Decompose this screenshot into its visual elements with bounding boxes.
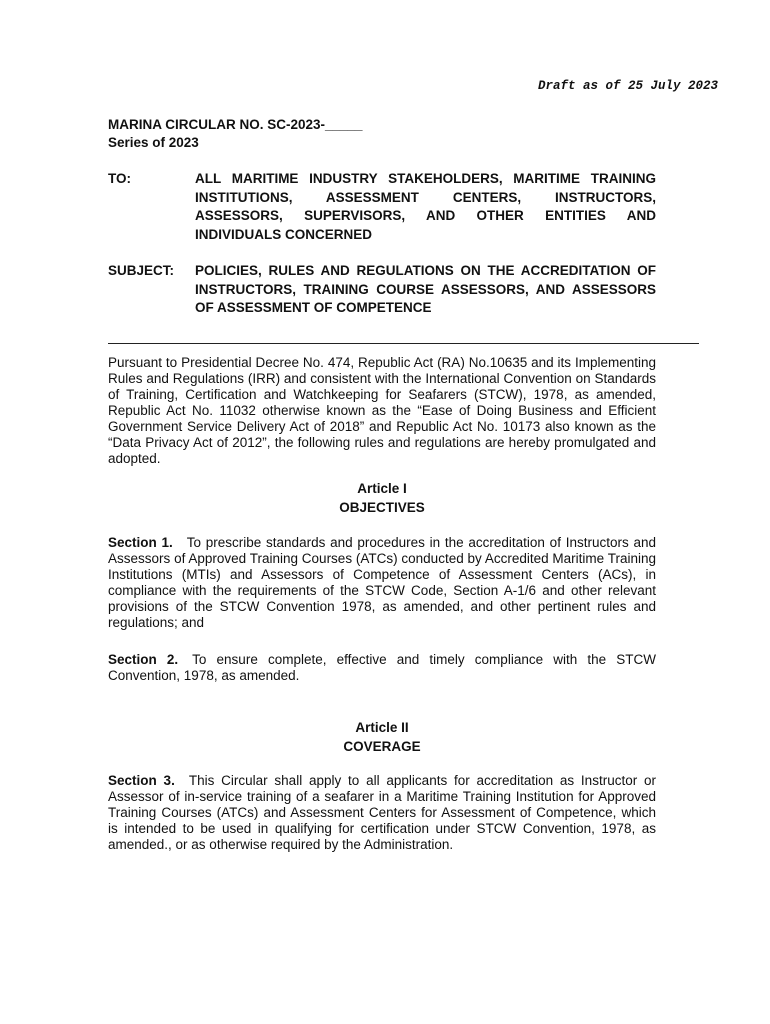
section-3-label: Section 3.	[108, 773, 175, 788]
section-2-paragraph	[108, 652, 656, 684]
article-1-number: Article I	[357, 481, 407, 496]
section-1-paragraph	[108, 535, 656, 631]
subject-text: POLICIES, RULES AND REGULATIONS ON THE ACCREDITATION OF INSTRUCTORS, TRAINING COURSE ASSESSORS, AND ASSESSORS OF ASSESSMENT OF COMPETENCE	[195, 263, 656, 315]
subject-block	[108, 262, 656, 318]
article-1-heading	[108, 479, 656, 517]
subject-label: SUBJECT:	[108, 263, 175, 278]
article-1-title: OBJECTIVES	[339, 500, 425, 515]
circular-number: MARINA CIRCULAR NO. SC-2023-_____	[108, 117, 363, 132]
header-divider	[108, 343, 699, 344]
section-3-paragraph	[108, 773, 656, 853]
to-label: TO:	[108, 171, 131, 186]
section-1-text: To prescribe standards and procedures in the accreditation of Instructors and Assessors of Approved Training Courses (ATCs) conducted by Accredited Maritime Training Institutions (MTIs) and Assessors of Competence of Assessment Centers (ACs), in compliance with the requirements of the STCW Code, Section A-1/6 and other relevant provisions of the STCW Convention 1978, as amended, and other pertinent rules and regulations; and	[108, 535, 656, 630]
circular-series: Series of 2023	[108, 135, 199, 150]
preamble-paragraph: Pursuant to Presidential Decree No. 474, Republic Act (RA) No.10635 and its Implementing Rules and Regulations (IRR) and consistent with the International Convention on Standards of Training, Certification and Watchkeeping for Seafarers (STCW), 1978, as amended, Republic Act No. 11032 otherwise known as the “Ease of Doing Business and Efficient Government Service Delivery Act of 2018” and Republic Act No. 10173 also known as the “Data Privacy Act of 2012”, the following rules and regulations are hereby promulgated and adopted.	[108, 355, 656, 466]
circular-header	[108, 116, 363, 152]
to-text: ALL MARITIME INDUSTRY STAKEHOLDERS, MARITIME TRAINING INSTITUTIONS, ASSESSMENT CENTERS, INSTRUCTORS, ASSESSORS, SUPERVISORS, AND OTHER ENTITIES AND INDIVIDUALS CONCERNED	[195, 171, 656, 242]
section-1-label: Section 1.	[108, 535, 173, 550]
addressee-block	[108, 170, 656, 244]
section-3-text: This Circular shall apply to all applicants for accreditation as Instructor or Assessor of in-service training of a seafarer in a Maritime Training Institution for Approved Training Courses (ATCs) and Assessment Centers for Assessment of Competence, which is intended to be used in qualifying for certification under STCW Convention, 1978, as amended., or as otherwise required by the Administration.	[108, 773, 657, 852]
draft-note: Draft as of 25 July 2023	[537, 79, 718, 93]
article-2-heading	[108, 718, 656, 756]
article-2-title: COVERAGE	[343, 739, 421, 754]
section-2-label: Section 2.	[108, 652, 179, 667]
section-2-text: To ensure complete, effective and timely compliance with the STCW Convention, 1978, as amended.	[108, 652, 656, 683]
article-2-number: Article II	[355, 720, 409, 735]
